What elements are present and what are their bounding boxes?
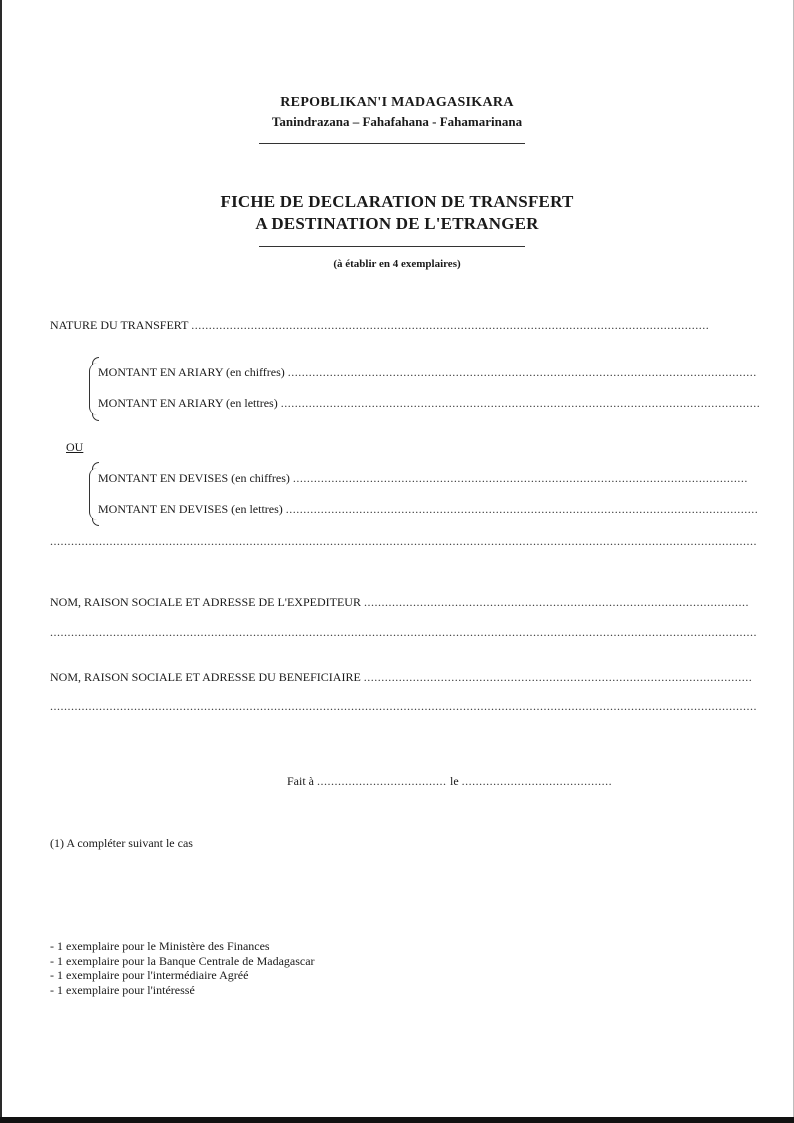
ariary-chiffres-label: MONTANT EN ARIARY (en chiffres) (98, 365, 285, 379)
copies-note: (à établir en 4 exemplaires) (333, 258, 461, 270)
list-item: - 1 exemplaire pour l'intéressé (50, 982, 195, 997)
republic-name: REPOBLIKAN'I MADAGASIKARA (280, 95, 514, 110)
devises-lettres-field[interactable] (98, 502, 759, 517)
signature-line (287, 774, 612, 789)
ariary-lettres-field[interactable] (98, 396, 761, 411)
devises-chiffres-blank[interactable]: .................................................................................................................................. (292, 471, 748, 485)
date-blank[interactable]: ........................................... (461, 774, 613, 788)
header-divider (259, 143, 525, 144)
list-item: - 1 exemplaire pour le Ministère des Finances (50, 939, 270, 953)
form-title-line-1: FICHE DE DECLARATION DE TRANSFERT (220, 192, 574, 211)
fait-a-label: Fait à (287, 774, 314, 788)
expediteur-continuation-blank[interactable]: .......................................................................................................................................................................................................... (50, 625, 757, 639)
beneficiaire-field[interactable] (50, 670, 753, 685)
devises-chiffres-field[interactable] (98, 471, 748, 486)
footnote: (1) A compléter suivant le cas (50, 836, 193, 850)
copies-distribution-list (50, 939, 315, 997)
beneficiaire-continuation-blank[interactable]: .......................................................................................................................................................................................................... (50, 699, 757, 713)
ariary-chiffres-field[interactable] (98, 365, 757, 380)
scan-edge-left (0, 0, 2, 1123)
beneficiaire-label: NOM, RAISON SOCIALE ET ADRESSE DU BENEFICIAIRE (50, 670, 361, 684)
devises-chiffres-label: MONTANT EN DEVISES (en chiffres) (98, 471, 290, 485)
form-title-line-2: A DESTINATION DE L'ETRANGER (255, 214, 539, 233)
title-divider (259, 246, 525, 247)
ariary-chiffres-blank[interactable]: ...................................................................................................................................... (287, 365, 757, 379)
list-item: - 1 exemplaire pour la Banque Centrale de Madagascar (50, 953, 315, 968)
nature-transfert-label: NATURE DU TRANSFERT (50, 318, 189, 332)
date-label: le (450, 774, 459, 788)
expediteur-field[interactable] (50, 595, 749, 610)
ariary-lettres-blank[interactable]: ......................................................................................................................................... (280, 396, 761, 410)
expediteur-label: NOM, RAISON SOCIALE ET ADRESSE DE L'EXPEDITEUR (50, 595, 361, 609)
beneficiaire-blank[interactable]: ............................................................................................................... (363, 670, 753, 684)
place-blank[interactable]: ..................................... (317, 774, 450, 788)
nature-transfert-field[interactable] (50, 318, 710, 333)
scan-edge-bottom (0, 1117, 794, 1123)
nature-transfert-blank[interactable]: .................................................................................................................................................... (191, 318, 710, 332)
amount-continuation-blank[interactable]: .......................................................................................................................................................................................................... (50, 534, 757, 548)
expediteur-blank[interactable]: .............................................................................................................. (363, 595, 749, 609)
devises-lettres-label: MONTANT EN DEVISES (en lettres) (98, 502, 283, 516)
national-motto: Tanindrazana – Fahafahana - Fahamarinana (271, 114, 523, 129)
list-item: - 1 exemplaire pour l'intermédiaire Agréé (50, 968, 249, 982)
ariary-lettres-label: MONTANT EN ARIARY (en lettres) (98, 396, 278, 410)
or-separator: OU (66, 440, 84, 454)
devises-lettres-blank[interactable]: ....................................................................................................................................... (285, 502, 759, 516)
